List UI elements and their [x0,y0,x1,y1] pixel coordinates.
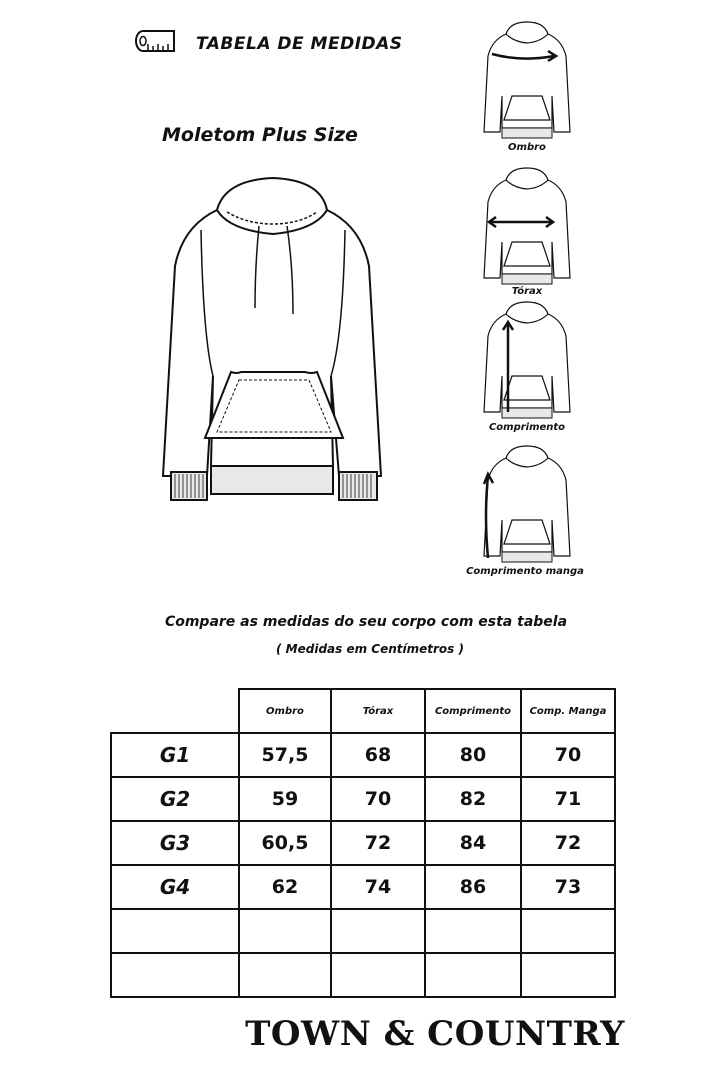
hoodie-illustration [155,176,395,506]
empty-cell [111,953,239,997]
page-title: TABELA DE MEDIDAS [196,34,403,54]
table-cell: 60,5 [239,821,331,865]
table-row [111,777,615,821]
size-table [110,688,616,998]
guide-label-torax: Tórax [511,286,543,297]
column-header-torax: Tórax [331,689,425,733]
empty-cell [521,953,615,997]
empty-cell [521,909,615,953]
empty-cell [331,953,425,997]
size-label: G3 [111,821,239,865]
column-header-comprimento: Comprimento [425,689,521,733]
guide-label-comprimento-manga: Comprimento manga [466,566,584,577]
table-header-row [111,689,615,733]
table-cell: 80 [425,733,521,777]
column-header-comp-manga: Comp. Manga [521,689,615,733]
table-cell: 73 [521,865,615,909]
table-cell: 70 [331,777,425,821]
size-label: G2 [111,777,239,821]
table-row-empty [111,909,615,953]
guide-hoodie-comprimento [482,300,572,420]
table-cell: 72 [521,821,615,865]
size-label: G1 [111,733,239,777]
table-cell: 71 [521,777,615,821]
table-cell: 86 [425,865,521,909]
size-label: G4 [111,865,239,909]
table-cell: 74 [331,865,425,909]
table-row-empty [111,953,615,997]
empty-cell [239,909,331,953]
table-row [111,821,615,865]
table-cell: 82 [425,777,521,821]
product-name: Moletom Plus Size [162,124,358,146]
table-cell: 59 [239,777,331,821]
compare-instruction: Compare as medidas do seu corpo com esta tabela [164,614,568,630]
table-row [111,733,615,777]
empty-cell [331,909,425,953]
brand-logo-text: TOWN & COUNTRY [245,1014,625,1054]
table-cell: 70 [521,733,615,777]
empty-cell [425,953,521,997]
table-cell: 62 [239,865,331,909]
table-corner-cell [111,689,239,733]
table-cell: 57,5 [239,733,331,777]
guide-label-comprimento: Comprimento [488,422,566,433]
units-note: ( Medidas em Centímetros ) [276,642,464,656]
table-row [111,865,615,909]
table-cell: 84 [425,821,521,865]
empty-cell [239,953,331,997]
guide-hoodie-ombro [482,20,572,140]
table-cell: 68 [331,733,425,777]
tape-measure-icon [134,28,178,54]
column-header-ombro: Ombro [239,689,331,733]
empty-cell [425,909,521,953]
empty-cell [111,909,239,953]
guide-hoodie-torax [482,166,572,286]
table-cell: 72 [331,821,425,865]
guide-label-ombro: Ombro [508,142,546,153]
guide-hoodie-comprimento-manga [482,444,572,564]
